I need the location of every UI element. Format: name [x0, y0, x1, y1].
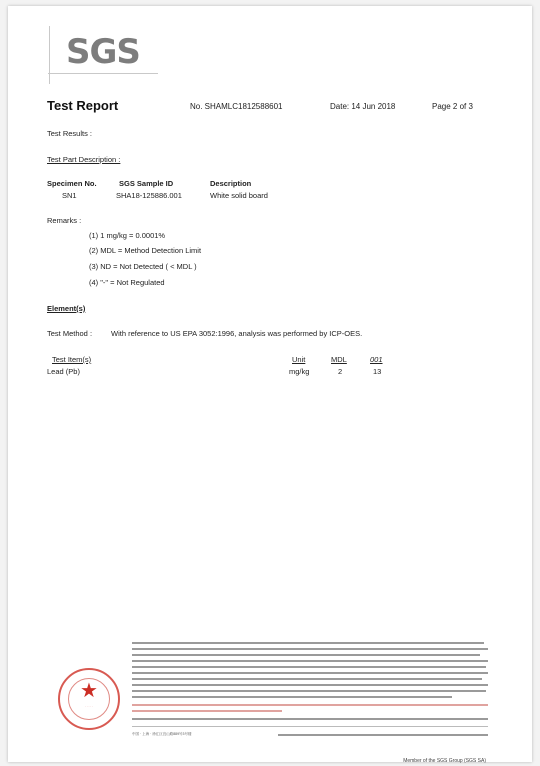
footer-fine-print-line — [132, 696, 452, 698]
company-seal — [58, 668, 120, 730]
results-cell-value: 13 — [373, 367, 382, 376]
results-cell-unit: mg/kg — [289, 367, 310, 376]
footer-fine-print-line — [132, 718, 488, 720]
footer-fine-print-line — [132, 660, 488, 662]
specimen-header-specimen-no: Specimen No. — [47, 179, 97, 188]
remarks-label: Remarks : — [47, 216, 82, 225]
footer-fine-print-line — [132, 684, 488, 686]
footer-fine-print-line — [132, 690, 486, 692]
logo-text: SGS — [66, 32, 140, 72]
test-results-label: Test Results : — [47, 129, 93, 138]
footer-address-cn: 中国 · 上海 · 徐汇区宜山路889号3号楼 — [132, 732, 192, 736]
remark-item: (2) MDL = Method Detection Limit — [89, 246, 202, 255]
specimen-header-description: Description — [210, 179, 252, 188]
remark-item: (1) 1 mg/kg = 0.0001% — [89, 231, 166, 240]
results-cell-test-item: Lead (Pb) — [47, 367, 80, 376]
report-date: Date: 14 Jun 2018 — [330, 102, 396, 111]
footer-fine-print-line — [132, 642, 484, 644]
results-header-unit: Unit — [292, 355, 306, 364]
specimen-cell-no: SN1 — [62, 191, 77, 200]
results-header-sample-001: 001 — [370, 355, 383, 364]
star-icon: ★ — [80, 680, 98, 702]
report-title: Test Report — [47, 98, 119, 113]
remark-item: (3) ND = Not Detected ( < MDL ) — [89, 262, 197, 271]
test-method-label: Test Method : — [47, 329, 93, 338]
report-number: No. SHAMLC1812588601 — [190, 102, 283, 111]
sgs-logo — [48, 26, 158, 86]
test-part-description-label: Test Part Description : — [47, 155, 121, 164]
footer-fine-print-line — [132, 648, 488, 650]
results-cell-mdl: 2 — [338, 367, 343, 376]
results-header-mdl: MDL — [331, 355, 347, 364]
footer-fine-print-line — [132, 678, 482, 680]
specimen-cell-sample-id: SHA18-125886.001 — [116, 191, 182, 200]
footer-fine-print-line — [132, 654, 480, 656]
logo-vertical-line — [49, 26, 50, 84]
remark-item: (4) "-" = Not Regulated — [89, 278, 165, 287]
seal-caption: · · · · · — [84, 704, 94, 708]
footer-fine-print-line — [132, 704, 488, 706]
footer-divider — [132, 726, 488, 727]
logo-horizontal-line — [48, 73, 158, 74]
footer-fine-print-line — [278, 734, 488, 736]
sgs-group-member-note: Member of the SGS Group (SGS SA) — [403, 758, 486, 764]
footer-fine-print-line — [132, 666, 486, 668]
specimen-header-sample-id: SGS Sample ID — [119, 179, 174, 188]
footer-fine-print-line — [132, 672, 488, 674]
report-footer — [48, 638, 492, 764]
footer-fine-print-line — [132, 710, 282, 712]
page-number: Page 2 of 3 — [432, 102, 473, 111]
report-page — [8, 6, 532, 762]
specimen-cell-description: White solid board — [210, 191, 268, 200]
test-method-text: With reference to US EPA 3052:1996, analysis was performed by ICP-OES. — [111, 329, 363, 338]
results-header-test-item: Test Item(s) — [52, 355, 92, 364]
elements-heading: Element(s) — [47, 304, 86, 313]
